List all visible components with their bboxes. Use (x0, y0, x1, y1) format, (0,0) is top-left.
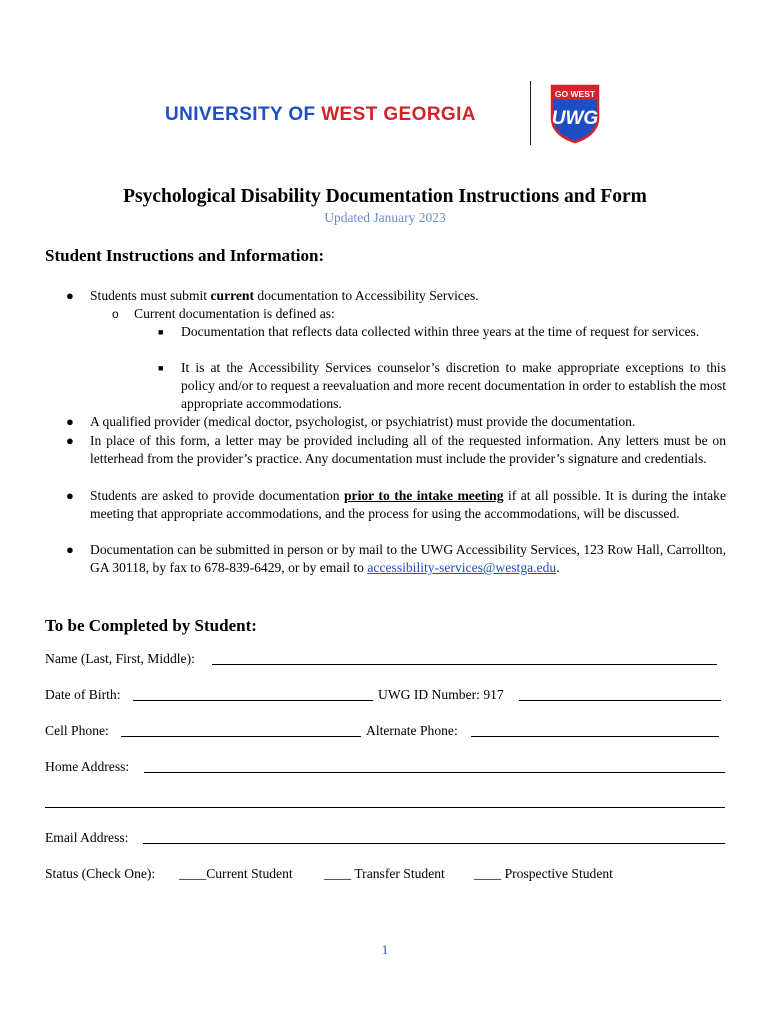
bullet-square: ■ (158, 363, 164, 373)
home-address-label: Home Address: (45, 759, 130, 774)
logo-divider (530, 81, 531, 145)
bullet-disc: ● (66, 433, 74, 448)
dob-label: Date of Birth: (45, 687, 121, 702)
bullet-square: ■ (158, 327, 164, 337)
uwg-shield-logo (549, 84, 601, 144)
bullet-disc: ● (66, 542, 74, 557)
uwg-id-field[interactable] (519, 700, 721, 701)
instruction-bullet-2: A qualified provider (medical doctor, psychologist, or psychiatrist) must provide the documentation. (90, 414, 636, 429)
status-option-transfer[interactable]: ____ Transfer Student (324, 866, 445, 881)
dob-field[interactable] (133, 700, 373, 701)
section-heading-student: To be Completed by Student: (45, 616, 257, 635)
status-option-prospective[interactable]: ____ Prospective Student (474, 866, 613, 881)
bullet-circle: o (112, 307, 119, 321)
section-heading-instructions: Student Instructions and Information: (45, 246, 325, 265)
cell-phone-label: Cell Phone: (45, 723, 109, 738)
instruction-sub-1: Current documentation is defined as: (134, 306, 335, 321)
alt-phone-field[interactable] (471, 736, 719, 737)
instruction-subsub-2: It is at the Accessibility Services counselor’s discretion to make appropriate exceptions to this policy and/or to request a reevaluation and more recent documentation in order to establish the most appropriate accommodations. (181, 360, 726, 411)
status-option-current[interactable]: ____Current Student (179, 866, 293, 881)
bullet-disc: ● (66, 288, 74, 303)
university-wordmark (165, 104, 476, 126)
cell-phone-field[interactable] (121, 736, 361, 737)
logo-letters: UWG (551, 108, 599, 129)
document-title: Psychological Disability Documentation Instructions and Form (123, 186, 647, 207)
page-number: 1 (381, 942, 389, 957)
accessibility-email-link[interactable]: accessibility-services@westga.edu (367, 560, 557, 575)
bullet-disc: ● (66, 414, 74, 429)
status-label: Status (Check One): (45, 866, 156, 881)
wordmark-part2: WEST GEORGIA (321, 104, 476, 125)
instruction-bullet-3: In place of this form, a letter may be provided including all of the requested information. Any letters must be on letterhead from the provider’s practice. Any documentation must include the provider’s signature and credentials. (90, 433, 726, 466)
home-address-field-line2[interactable] (45, 807, 725, 808)
home-address-field[interactable] (144, 772, 725, 773)
instruction-bullet-1: Students must submit current documentation to Accessibility Services. (90, 288, 479, 303)
uwg-id-label: UWG ID Number: 917 (378, 687, 504, 702)
alt-phone-label: Alternate Phone: (366, 723, 458, 738)
logo-banner-text: GO WEST (554, 89, 596, 99)
instruction-subsub-1: Documentation that reflects data collected within three years at the time of request for services. (181, 324, 700, 339)
email-field[interactable] (143, 843, 725, 844)
letterhead (0, 78, 770, 148)
document-subtitle: Updated January 2023 (324, 210, 446, 225)
email-label: Email Address: (45, 830, 129, 845)
name-label: Name (Last, First, Middle): (45, 651, 195, 666)
name-field[interactable] (212, 664, 717, 665)
instruction-bullet-4: Students are asked to provide documentation prior to the intake meeting if at all possible. It is during the intake meeting that appropriate accommodations, and the process for using the accommodations, will be discussed. (90, 488, 726, 521)
wordmark-part1: UNIVERSITY OF (165, 104, 322, 125)
instruction-bullet-5: Documentation can be submitted in person or by mail to the UWG Accessibility Services, 123 Row Hall, Carrollton, GA 30118, by fax to 678-839-6429, or by email to accessibility-services@westga.edu. (90, 542, 726, 575)
bullet-disc: ● (66, 488, 74, 503)
